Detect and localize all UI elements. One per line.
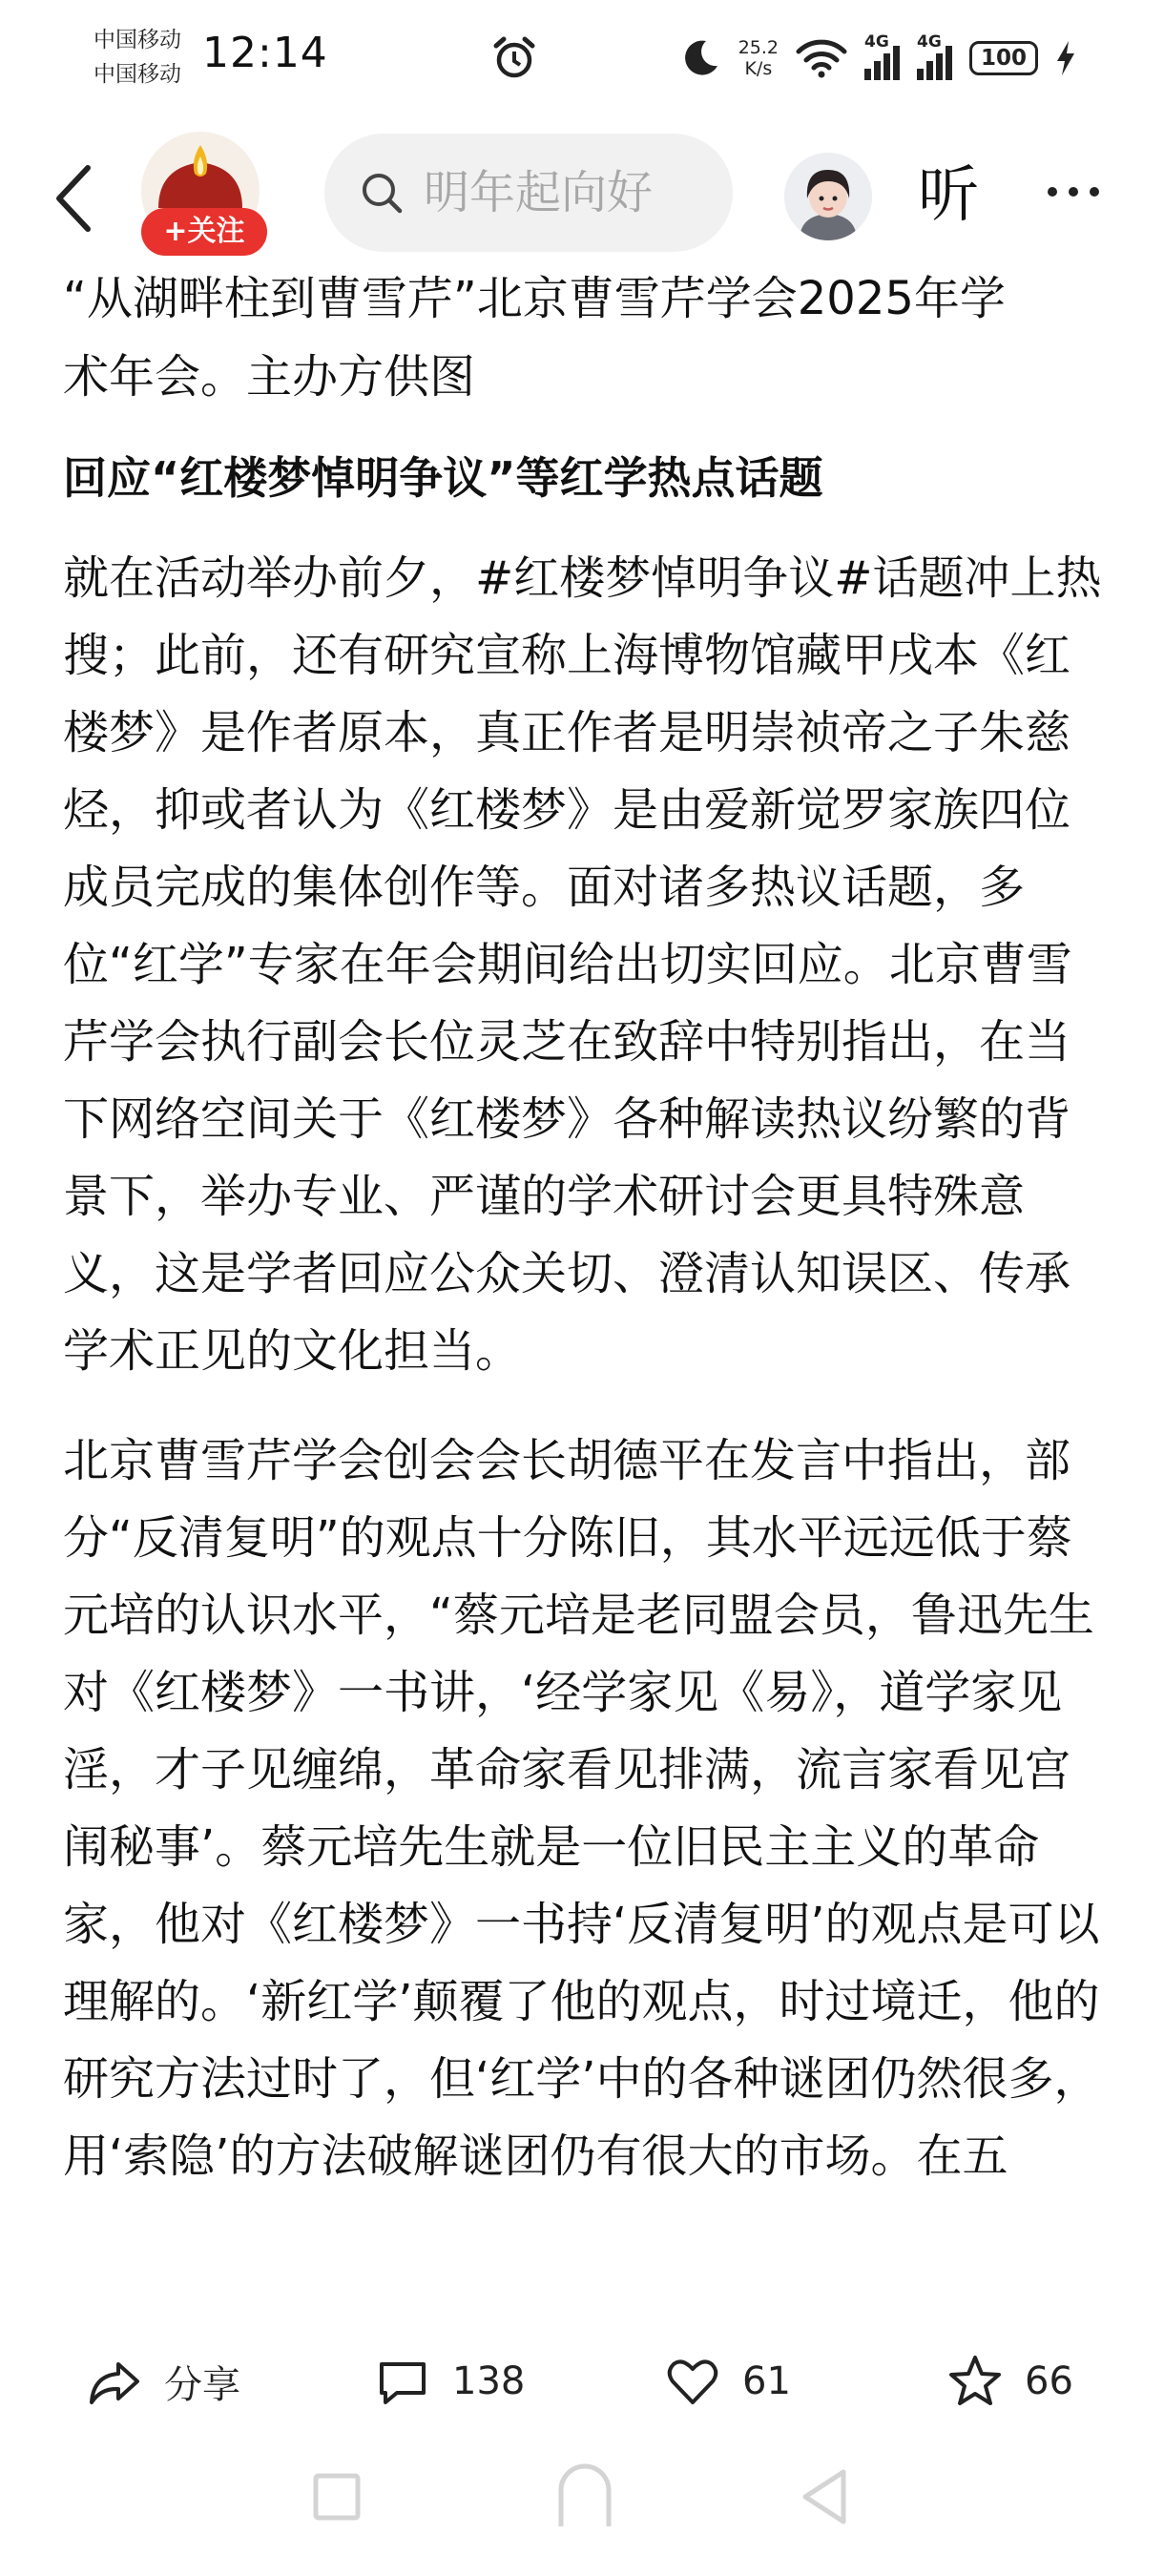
battery-icon: 100: [969, 41, 1038, 75]
reader-avatar[interactable]: [784, 153, 872, 240]
share-button[interactable]: [86, 2353, 240, 2410]
signal-icon-2: 4G: [917, 36, 952, 80]
like-button[interactable]: [664, 2353, 791, 2410]
home-icon[interactable]: [553, 2462, 616, 2528]
listen-button[interactable]: 听: [918, 160, 979, 231]
system-navigation-bar: [0, 2433, 1164, 2576]
photo-caption-line-1: “从湖畔柱到曹雪芹”北京曹雪芹学会2025年学: [63, 272, 1006, 325]
share-icon: [86, 2353, 143, 2410]
comment-icon: [374, 2353, 431, 2410]
search-icon: [359, 170, 405, 216]
comment-button[interactable]: [374, 2353, 525, 2410]
favorite-button[interactable]: [946, 2353, 1073, 2410]
heart-icon: [664, 2353, 721, 2410]
back-triangle-icon[interactable]: [798, 2467, 851, 2526]
comment-count: 138: [452, 2359, 526, 2403]
signal-icon-1: 4G: [864, 36, 900, 80]
search-bar[interactable]: [324, 134, 733, 252]
like-count: 61: [742, 2359, 791, 2403]
status-time: 12:14: [202, 29, 328, 77]
top-nav-bar: [0, 124, 1164, 267]
carrier-1: 中国移动: [94, 28, 181, 52]
section-heading: 回应“红楼梦悼明争议”等红学热点话题: [63, 452, 823, 504]
carrier-2: 中国移动: [94, 62, 181, 87]
article-paragraph: 就在活动举办前夕，#红楼梦悼明争议#话题冲上热搜；此前，还有研究宣称上海博物馆藏甲戌本《红楼梦》是作者原本，真正作者是明崇祯帝之子朱慈烃，抑或者认为《红楼梦》是由爱新觉罗家族四位成员完成的集体创作等。面对诸多热议话题，多位“红学”专家在年会期间给出切实回应。北京曹雪芹学会执行副会长位灵芝在致辞中特别指出，在当下网络空间关于《红楼梦》各种解读热议纷繁的背景下，举办专业、严谨的学术研讨会更具特殊意义，这是学者回应公众关切、澄清认知误区、传承学术正见的文化担当。: [63, 551, 1102, 1378]
search-input[interactable]: [424, 166, 710, 219]
publisher-avatar-group[interactable]: [141, 132, 267, 258]
photo-caption-line-2: 术年会。主办方供图: [63, 350, 476, 404]
recent-apps-icon[interactable]: [311, 2471, 363, 2523]
network-speed: 25.2 K/s: [738, 37, 779, 79]
user-avatar-icon: [784, 153, 872, 240]
bottom-action-bar: [0, 2328, 1164, 2433]
star-icon: [946, 2353, 1004, 2410]
back-arrow-icon[interactable]: [48, 160, 101, 237]
article-paragraph: 北京曹雪芹学会创会会长胡德平在发言中指出，部分“反清复明”的观点十分陈旧，其水平远远低于蔡元培的认识水平，“蔡元培是老同盟会员，鲁迅先生对《红楼梦》一书讲，‘经学家见《易》，道学家见淫，才子见缠绵，革命家看见排满，流言家看见宫闱秘事’。蔡元培先生就是一位旧民主主义的革命家，他对《红楼梦》一书持‘反清复明’的观点是可以理解的。‘新红学’颠覆了他的观点，时过境迁，他的研究方法过时了，但‘红学’中的各种谜团仍然很多，用‘索隐’的方法破解谜团仍有很大的市场。在五: [63, 1434, 1100, 2183]
share-label: 分享: [164, 2362, 240, 2407]
follow-button[interactable]: +关注: [141, 208, 267, 256]
favorite-count: 66: [1025, 2359, 1073, 2403]
more-options-icon[interactable]: [1048, 187, 1099, 197]
